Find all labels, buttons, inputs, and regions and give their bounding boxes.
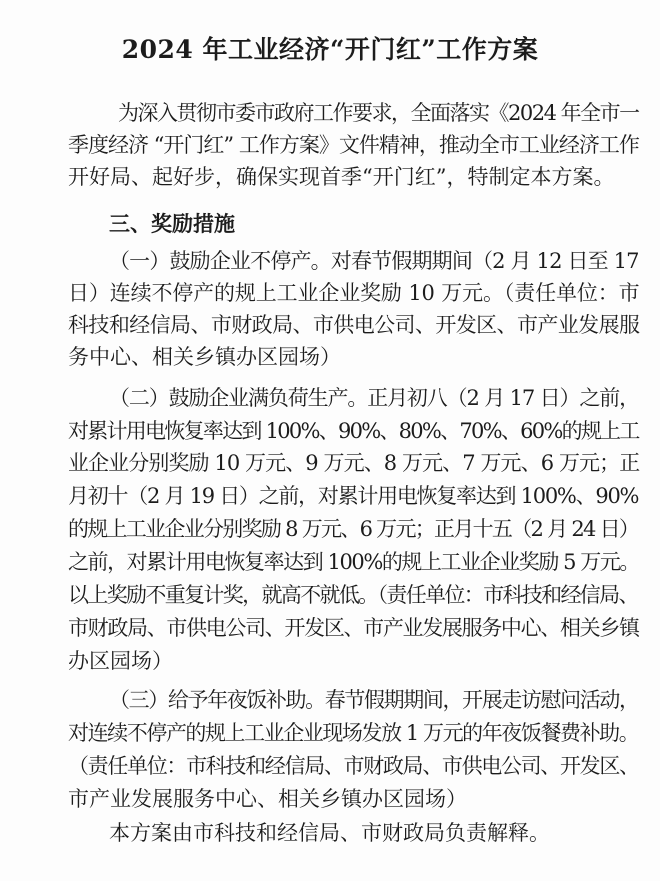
paragraph-line: 办区园场）	[68, 649, 173, 673]
paragraph-line: 业企业分别奖励 10 万元、9 万元、8 万元、7 万元、6 万元；正	[68, 451, 640, 475]
paragraph-line: 的规上工业企业分别奖励 8 万元、6 万元；正月十五（2 月 24 日）	[68, 517, 639, 541]
paragraph-line: 本方案由市科技和经信局、市财政局负责解释。	[109, 821, 550, 845]
paragraph-line: 市产业发展服务中心、相关乡镇办区园场）	[68, 787, 467, 811]
paragraph-line: 市财政局、市供电公司、开发区、市产业发展服务中心、相关乡镇	[68, 616, 639, 640]
paragraph-line: 以上奖励不重复计奖，就高不就低。（责任单位：市科技和经信局、	[68, 583, 638, 607]
paragraph-line: 开好局、起好步，确保实现首季“开门红”，特制定本方案。	[68, 165, 615, 189]
paragraph-line: 之前，对累计用电恢复率达到 100%的规上工业企业奖励 5 万元。	[68, 550, 639, 574]
paragraph-line: 为深入贯彻市委市政府工作要求，全面落实《2024 年全市一	[118, 101, 639, 125]
paragraph-line: （三）给予年夜饭补助。春节假期期间，开展走访慰问活动，	[109, 688, 639, 712]
paragraph-line: （责任单位：市科技和经信局、市财政局、市供电公司、开发区、	[68, 754, 639, 778]
section-heading: 三、奖励措施	[109, 211, 235, 236]
document-title: 2024 年工业经济“开门红”工作方案	[121, 35, 539, 64]
paragraph-line: 日）连续不停产的规上工业企业奖励 10 万元。（责任单位：市	[68, 281, 640, 305]
paragraph-line: （二）鼓励企业满负荷生产。正月初八（2 月 17 日）之前，	[109, 386, 639, 410]
paragraph-line: 季度经济 “开门红” 工作方案》文件精神，推动全市工业经济工作	[68, 133, 639, 157]
paragraph-line: 务中心、相关乡镇办区园场）	[68, 345, 341, 369]
paragraph-line: 科技和经信局、市财政局、市供电公司、开发区、市产业发展服	[68, 313, 640, 337]
paragraph-line: 对累计用电恢复率达到 100%、90%、80%、70%、60%的规上工	[68, 419, 639, 443]
paragraph-line: 月初十（2 月 19 日）之前，对累计用电恢复率达到 100%、90%	[68, 484, 639, 508]
paragraph-line: 对连续不停产的规上工业企业现场发放 1 万元的年夜饭餐费补助。	[68, 721, 639, 745]
paragraph-line: （一）鼓励企业不停产。对春节假期期间（2 月 12 日至 17	[109, 249, 639, 273]
